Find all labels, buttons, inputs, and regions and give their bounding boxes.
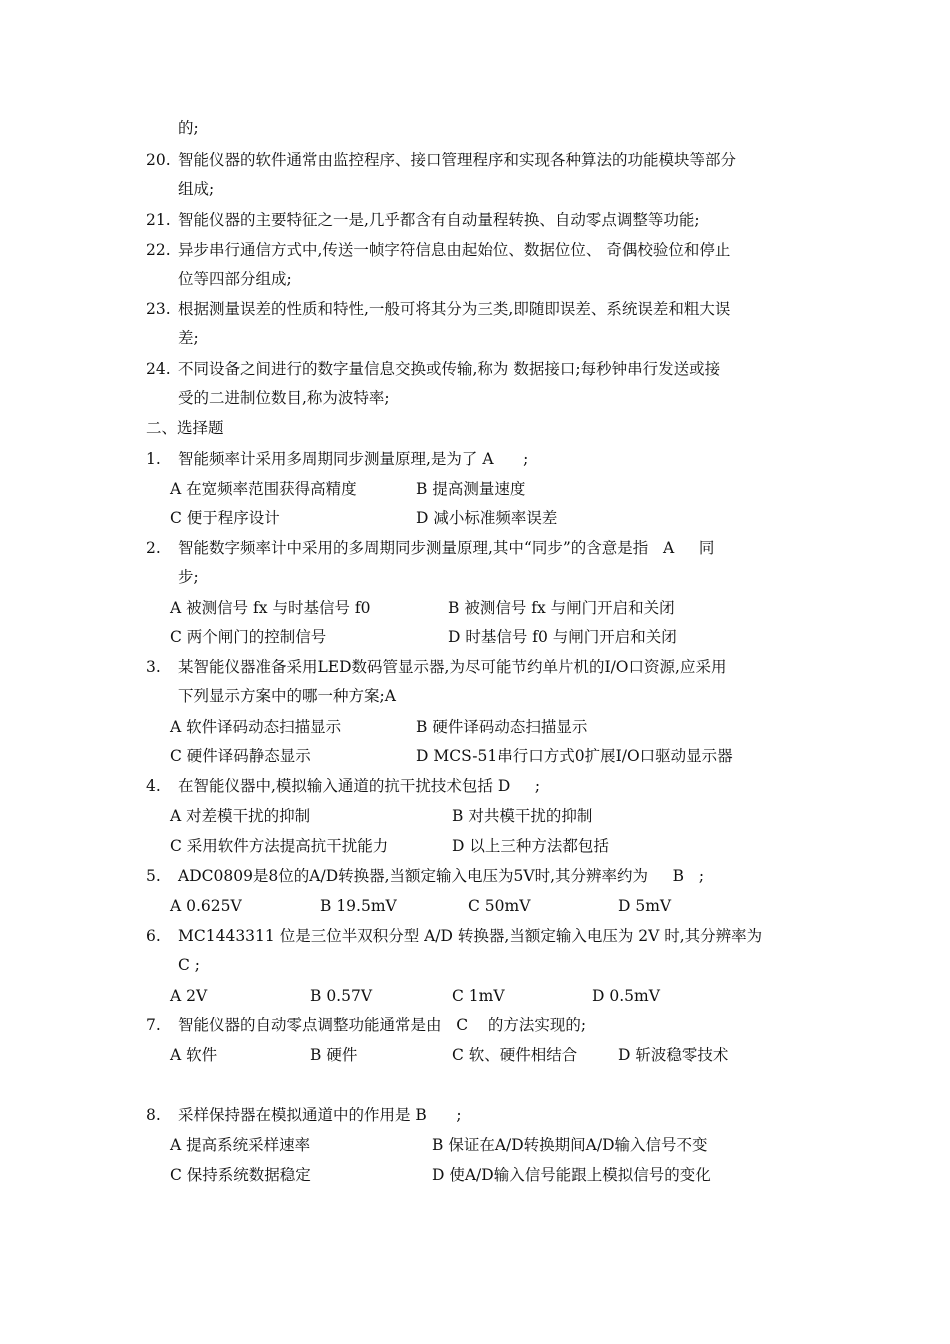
question-5-text: ADC0809是8位的A/D转换器,当额定输入电压为5V时,其分辨率约为 B ; (178, 867, 705, 885)
question-3-text: 下列显示方案中的哪一种方案;A (178, 687, 396, 705)
question-6-text: MC1443311 位是三位半双积分型 A/D 转换器,当额定输入电压为 2V 时,其分辨率为 (178, 927, 763, 945)
item-20-text: 智能仪器的软件通常由监控程序、接口管理程序和实现各种算法的功能模块等部分 (178, 151, 737, 169)
item-22-number: 22. (146, 241, 171, 259)
question-6-option-b: B 0.57V (310, 987, 373, 1005)
question-6-option-d: D 0.5mV (592, 987, 660, 1005)
question-6-number: 6. (146, 927, 161, 945)
item-21-text: 智能仪器的主要特征之一是,几乎都含有自动量程转换、自动零点调整等功能; (178, 211, 700, 229)
question-7-text: 智能仪器的自动零点调整功能通常是由 C 的方法实现的; (178, 1016, 587, 1034)
item-19-continuation: 的; (178, 119, 199, 137)
question-4-text: 在智能仪器中,模拟输入通道的抗干扰技术包括 D ; (178, 777, 541, 795)
item-24-number: 24. (146, 360, 171, 378)
question-2-option-d: D 时基信号 f0 与闸门开启和关闭 (448, 628, 677, 646)
question-3-option-c: C 硬件译码静态显示 (170, 747, 311, 765)
item-20-number: 20. (146, 151, 171, 169)
question-1-option-b: B 提高测量速度 (416, 480, 526, 498)
question-5-option-c: C 50mV (468, 897, 531, 915)
question-5-number: 5. (146, 867, 161, 885)
question-8-option-c: C 保持系统数据稳定 (170, 1166, 311, 1184)
question-1-option-c: C 便于程序设计 (170, 509, 280, 527)
question-5-option-d: D 5mV (618, 897, 672, 915)
question-8-option-a: A 提高系统采样速率 (170, 1136, 311, 1154)
question-2-option-b: B 被测信号 fx 与闸门开启和关闭 (448, 599, 675, 617)
item-23-text: 差; (178, 329, 199, 347)
question-6-option-a: A 2V (170, 987, 208, 1005)
question-1-option-d: D 减小标准频率误差 (416, 509, 558, 527)
question-6-text: C ; (178, 956, 201, 974)
question-8-number: 8. (146, 1106, 161, 1124)
question-2-option-a: A 被测信号 fx 与时基信号 f0 (170, 599, 371, 617)
question-1-text: 智能频率计采用多周期同步测量原理,是为了 A ; (178, 450, 529, 468)
question-5-option-b: B 19.5mV (320, 897, 397, 915)
question-7-number: 7. (146, 1016, 161, 1034)
question-1-option-a: A 在宽频率范围获得高精度 (170, 480, 357, 498)
question-1-number: 1. (146, 450, 161, 468)
item-23-text: 根据测量误差的性质和特性,一般可将其分为三类,即随即误差、系统误差和粗大误 (178, 300, 731, 318)
question-3-number: 3. (146, 658, 161, 676)
item-22-text: 位等四部分组成; (178, 270, 292, 288)
question-8-option-b: B 保证在A/D转换期间A/D输入信号不变 (432, 1136, 708, 1154)
question-7-option-c: C 软、硬件相结合 (452, 1046, 578, 1064)
item-20-text: 组成; (178, 180, 215, 198)
question-7-option-d: D 斩波稳零技术 (618, 1046, 729, 1064)
question-2-text: 步; (178, 568, 199, 586)
question-8-option-d: D 使A/D输入信号能跟上模拟信号的变化 (432, 1166, 711, 1184)
question-4-option-b: B 对共模干扰的抑制 (452, 807, 593, 825)
question-3-option-b: B 硬件译码动态扫描显示 (416, 718, 588, 736)
item-22-text: 异步串行通信方式中,传送一帧字符信息由起始位、数据位位、 奇偶校验位和停止 (178, 241, 731, 259)
question-5-option-a: A 0.625V (170, 897, 242, 915)
question-4-option-c: C 采用软件方法提高抗干扰能力 (170, 837, 389, 855)
question-4-option-a: A 对差模干扰的抑制 (170, 807, 311, 825)
question-2-number: 2. (146, 539, 161, 557)
question-7-option-b: B 硬件 (310, 1046, 358, 1064)
question-3-option-d: D MCS-51串行口方式0扩展I/O口驱动显示器 (416, 747, 733, 765)
question-8-text: 采样保持器在模拟通道中的作用是 B ; (178, 1106, 462, 1124)
item-21-number: 21. (146, 211, 171, 229)
question-4-number: 4. (146, 777, 161, 795)
item-23-number: 23. (146, 300, 171, 318)
item-24-text: 不同设备之间进行的数字量信息交换或传输,称为 数据接口;每秒钟串行发送或接 (178, 360, 721, 378)
question-2-option-c: C 两个闸门的控制信号 (170, 628, 327, 646)
question-3-text: 某智能仪器准备采用LED数码管显示器,为尽可能节约单片机的I/O口资源,应采用 (178, 658, 727, 676)
question-4-option-d: D 以上三种方法都包括 (452, 837, 609, 855)
question-3-option-a: A 软件译码动态扫描显示 (170, 718, 342, 736)
question-2-text: 智能数字频率计中采用的多周期同步测量原理,其中“同步”的含意是指 A 同 (178, 539, 715, 557)
question-7-option-a: A 软件 (170, 1046, 218, 1064)
question-6-option-c: C 1mV (452, 987, 505, 1005)
section-title: 二、选择题 (146, 419, 224, 437)
item-24-text: 受的二进制位数目,称为波特率; (178, 389, 390, 407)
